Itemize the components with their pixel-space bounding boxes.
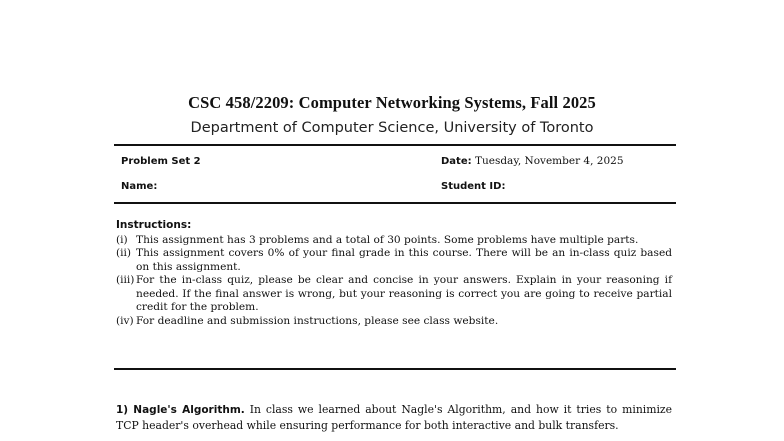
date-value: Tuesday, November 4, 2025 (474, 155, 624, 167)
instructions-heading: Instructions: (116, 219, 192, 231)
student-id-field: Student ID: (441, 181, 506, 192)
instruction-item: (ii) This assignment covers 0% of your final grade in this course. There will be an in-class quiz based on this assignment. (116, 247, 672, 273)
problem-1 (116, 402, 672, 434)
instruction-item: (iv) For deadline and submission instructions, please see class website. (116, 314, 499, 327)
problem-set-label: Problem Set 2 (121, 156, 201, 167)
department-subtitle: Department of Computer Science, University of Toronto (190, 120, 594, 136)
name-field: Name: (121, 181, 158, 192)
middle-rule (114, 202, 676, 204)
problem-1-text: In class we learned about Nagle's Algorithm, and how it tries to minimize TCP header's overhead while ensuring performance for both interactive and bulk transfers. (116, 403, 672, 432)
instructions-block (116, 219, 672, 328)
bottom-rule (114, 368, 676, 370)
course-title: CSC 458/2209: Computer Networking Systems, Fall 2025 (188, 93, 596, 112)
problem-1-label: 1) Nagle's Algorithm. (116, 404, 245, 416)
instruction-item: (iii) For the in-class quiz, please be clear and concise in your answers. Explain in your reasoning if needed. If the final answer is wrong, but your reasoning is correct you are going to receive partial credit for the problem. (116, 274, 672, 313)
date-label: Date: (441, 156, 472, 167)
date-field (441, 155, 624, 167)
top-rule (114, 144, 676, 146)
instruction-item: (i) This assignment has 3 problems and a total of 30 points. Some problems have multiple parts. (116, 233, 639, 246)
